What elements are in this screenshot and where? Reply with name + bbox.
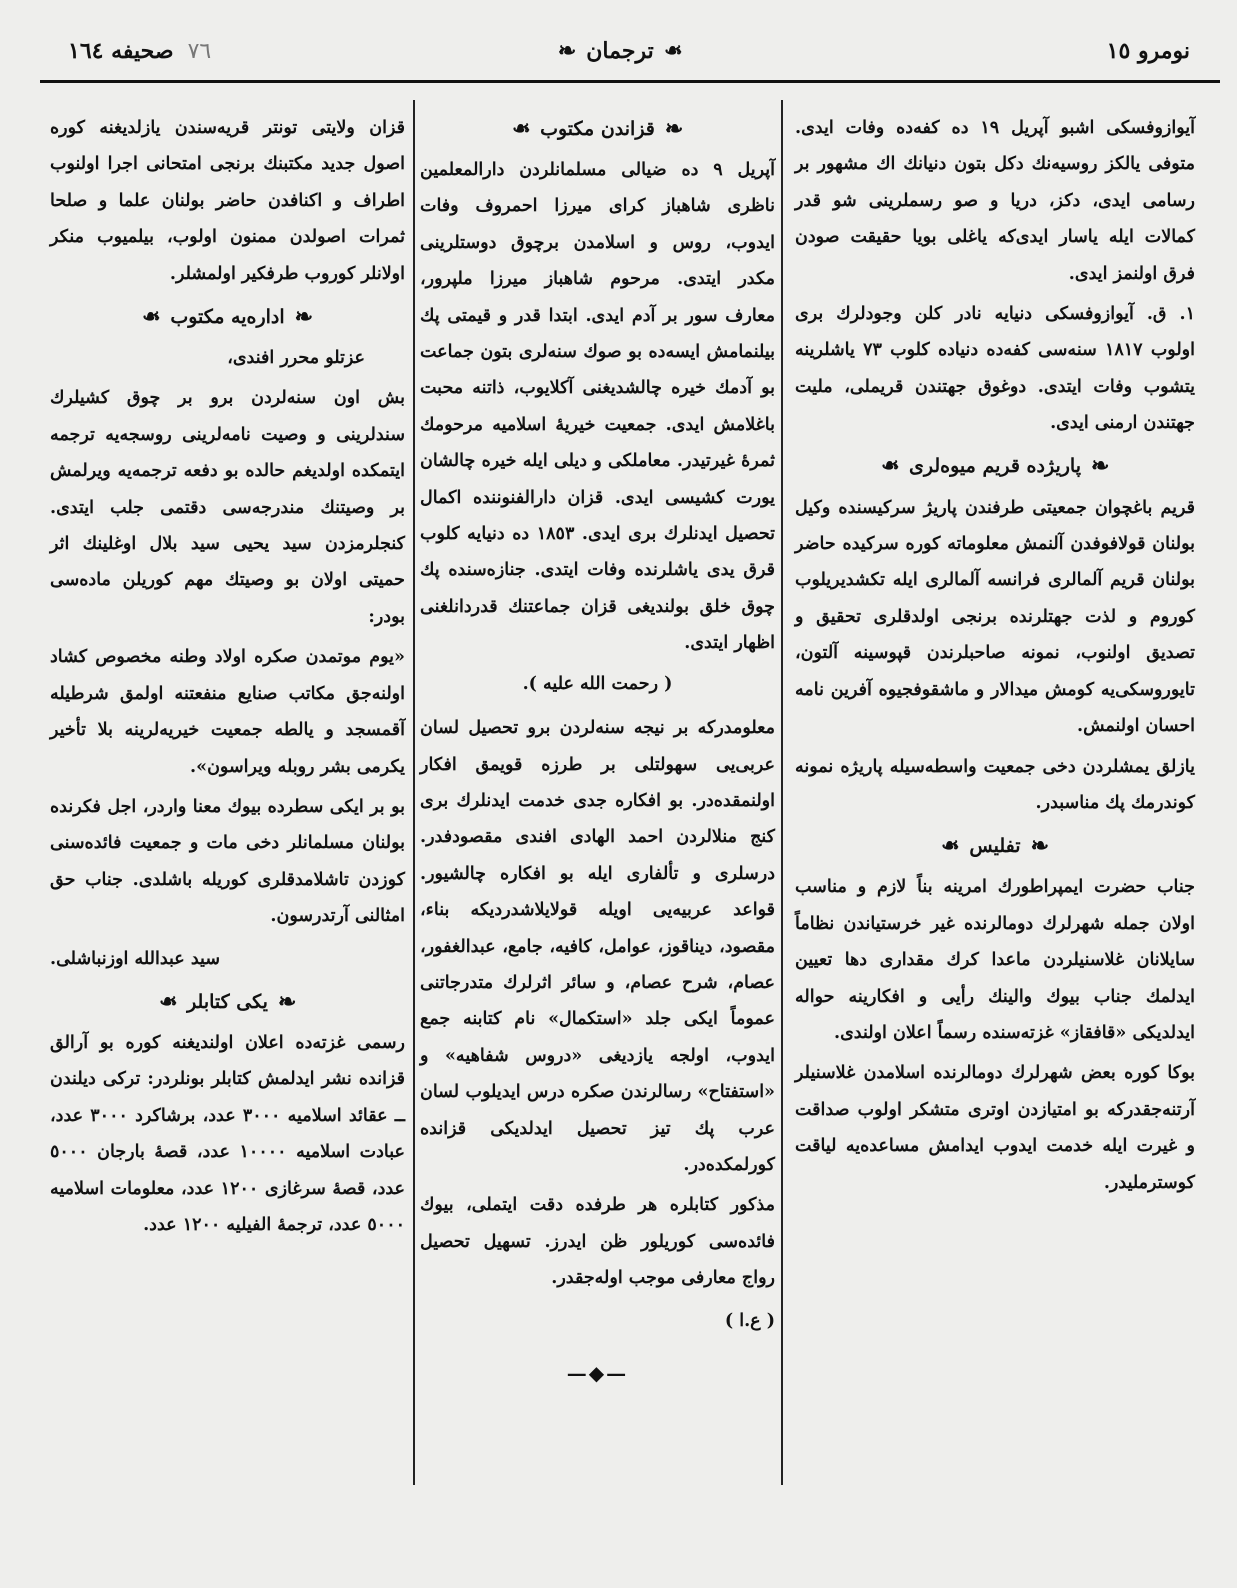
section-title: یکی کتابلر (187, 990, 268, 1013)
article-paragraph: معلومدرکه بر نیجه سنه‌لردن برو تحصیل لسان عربی‌یی سهولتلی بر طرزه قویمق افکار اولنمقده‌در. بو افکاره جدی خدمت ایدنلرك بری کنج منلالردن احمد الهادی افندی مقصودفدر. درسلری و تألفاری ایله بو افکاره چالشیور. قواعد عربیه‌یی اویله قولایلاشدردیکه بناء، مقصود، دیناقوز، عوامل، کافیه، جامع، عبدالغفور، عصام، شرح عصام، و سائر اثرلرك متدرجاتنی عموماً ایکی جلد «استکمال» نام کتابنه جمع ایدوب، اولجه یازدیغی «دروس شفاهیه» و «استفتاح» رسالرندن صکره درس ایدیلوب لسان عرب پك تیز تحصیل ایدلدیکی قزانده کورلمکده‌در. (420, 718, 775, 1175)
ornament-icon: ❧ (880, 453, 899, 480)
page-number (68, 38, 211, 64)
issue-number: نومرو ١٥ (1106, 38, 1190, 64)
section-title: تفلیس (969, 835, 1021, 858)
article-paragraph: آیوازوفسکی اشبو آپریل ١٩ ده کفه‌ده وفات ایدی. متوفی یالکز روسیه‌نك دکل بتون دنیانك اك مشهور بر رسامی ایدی، دکز، دریا و صو رسملرینی شو قدر کمالات ایله یاسار ایدی‌که یاغلی بویا حقیقت صودن فرق اولنمز ایدی. (795, 118, 1195, 284)
article-paragraph: قریم باغچوان جمعیتی طرفندن پاریژ سرکیسنده وکیل بولنان قولافوفدن آلنمش معلوماته کوره سرکیده حاضر بولنان قریم آلمالری فرانسه آلمالری ایله تکشدیریلوب کوروم و لذت جهتلرنده برنجی اولدقلری تحقیق و تصدیق اولنوب، نمونه صاحبلرندن قپوسینه آلتون، تایوروسکی‌یه کومش میدالار و ماشقوفجیوه آفرین نامه احسان اولنمش. (795, 497, 1195, 737)
section-heading (50, 298, 405, 336)
page-header (40, 38, 1200, 72)
article-paragraph: مذکور کتابلره هر طرفده دقت ایتملی، بیوك فائده‌سی کوریلور ظن ایدرز. تسهیل تحصیل رواج معارفی موجب اوله‌جقدر. (420, 1195, 775, 1289)
article-paragraph: رسمی غزته‌ده اعلان اولندیغنه کوره بو آرالق قزانده نشر ایدلمش کتابلر بونلردر: ترکی دیلندن ــ عقائد اسلامیه ٣٠٠٠ عدد، برشاکرد ٣٠٠٠ عدد، عبادت اسلامیه ١٠٠٠٠ عدد، قصهٔ بارجان ٥٠٠٠ عدد، قصهٔ سرغازی ١٢٠٠ عدد، معلومات اسلامیه ٥٠٠٠ عدد، ترجمهٔ الفیلیه ١٢٠٠ عدد. (50, 1032, 406, 1235)
newspaper-title: ترجمان (586, 38, 654, 64)
end-ornament-icon: —◆— (566, 1361, 629, 1385)
letter-greeting: عزتلو محرر افندی، (227, 348, 365, 369)
section-heading (795, 448, 1195, 486)
section-title: قزاندن مکتوب (540, 117, 655, 140)
column-divider (781, 100, 783, 1485)
letter-signature: سید عبدالله اوزنباشلی. (50, 948, 220, 969)
article-paragraph: بو بر ایکی سطرده بیوك معنا واردر، اجل فکرنده بولنان مسلمانلر دخی مات و جمعیت فائده‌سنی کوزدن تاشلامدقلری کوریله باشلدی. جناب حق امثالنی آرتدرسون. (50, 796, 405, 927)
ornament-icon: ❧ (940, 833, 960, 860)
article-paragraph: یازلق یمشلردن دخی جمعیت واسطه‌سیله پاریژه نمونه کوندرمك پك مناسبدر. (795, 756, 1195, 813)
column-divider (413, 100, 415, 1485)
ornament-icon: ❧ (141, 303, 161, 330)
middle-column (420, 110, 775, 1520)
article-paragraph: قزان ولایتی تونتر قریه‌سندن یازلدیغنه کوره اصول جدید مکتبنك برنجی امتحانی اجرا اولنوب اطراف و اکنافدن حاضر بولنان علما و صلحا ثمرات اصولدن ممنون اولوب، بیلمیوب منکر اولانلر کوروب طرفکیر اولمشلر. (50, 118, 405, 284)
right-column (795, 110, 1195, 1510)
section-heading (50, 983, 405, 1021)
page-number-faint: ٧٦ (187, 39, 212, 64)
ornament-icon: ❧ (511, 115, 531, 142)
left-column (50, 110, 405, 1510)
header-rule (40, 80, 1220, 83)
rahmat-line: ( رحمت الله علیه ). (522, 673, 673, 694)
ornament-icon: ❧ (1091, 453, 1110, 480)
section-heading (795, 827, 1195, 865)
article-paragraph: جناب حضرت ایمپراطورك امرینه بناً لازم و مناسب اولان جمله شهرلرك دومالرنده غیر خرستیاندن نظاماً سایلانان غلاسنیلردن ماعدا کرك مقداری دها تعیین ایدلمك جناب بیوك والینك رأیی و افکارینه حواله ایدلدیکی «قافقاز» غزته‌سنده رسماً اعلان اولندی. (795, 877, 1195, 1043)
ornament-icon: ❧ (664, 115, 684, 142)
section-title: اداره‌یه مکتوب (170, 305, 285, 328)
ornament-icon: ❧ (663, 38, 683, 64)
ornament-icon: ❧ (1030, 833, 1050, 860)
ornament-icon: ❧ (277, 988, 297, 1015)
masthead-title (40, 38, 1200, 64)
article-paragraph: بوکا کوره بعض شهرلرك دومالرنده اسلامدن غلاسنیلر آرتنه‌جقدرکه بو امتیازدن اوتری متشکر اولوب صداقت و غیرت ایله خدمت ایدوب ایدامش مساعده‌یه لیاقت کوسترملیدر. (795, 1063, 1195, 1193)
article-paragraph: ١. ق. آیوازوفسکی دنیایه نادر کلن وجودلرك بری اولوب ١٨١٧ سنه‌سی کفه‌ده دنیاده کلوب ٧٣ یاشلرینه یتشوب وفات ایتدی. دوغوق جهتندن قریملی، ملیت جهتندن ارمنی ایدی. (795, 304, 1195, 434)
article-paragraph: «یوم موتمدن صکره اولاد وطنه مخصوص کشاد اولنه‌جق مکاتب صنایع منفعتنه اولمق شرطیله آقمسجد و یالطه جمعیت خیریه‌لرینه بلا تأخیر یکرمی بشر روبله ویراسون». (50, 647, 405, 777)
article-signature: ( ع.ا ) (724, 1310, 775, 1331)
article-paragraph: آپریل ٩ ده ضیالی مسلمانلردن دارالمعلمین ناظری شاهباز کرای میرزا احمروف وفات ایدوب، روس و اسلامدن برچوق دوستلرینی مکدر ایتدی. مرحوم شاهباز میرزا ملپرور، معارف سور بر آدم ایدی. ابتدا قدر و قیمتی پك بیلنمامش ایسه‌ده بو صوك سنه‌لری بتون جماعت بو آدمك خیره چالشدیغنی آکلایوب، ذاتنه محبت باغلامش ایدی. جمعیت خیریهٔ اسلامیه مرحومك ثمرهٔ غیرتیدر. معاملکی و دیلی ایله خیره چالشان یورت کشیسی ایدی. قزان دارالفنوننده اکمال تحصیل ایدنلرك بری ایدی. ١٨٥٣ ده دنیایه کلوب قرق یدی یاشلرنده وفات ایتدی. جنازه‌سنده پك چوق خلق بولندیغی قزان جماعتنك قدردانلغنی اظهار ایتدی. (420, 160, 775, 654)
section-heading (420, 110, 775, 148)
article-paragraph: بش اون سنه‌لردن برو بر چوق کشیلرك سندلرینی و وصیت نامه‌لرینی روسجه‌یه ترجمه ایتمکده اولدیغم حالده بو دفعه ترجمه‌یه ویرلمش بر وصیتنك مندرجه‌سی دقتمی جلب ایتدی. کنجلرمزدن سید یحیی سید بلال اوغلینك اثر حمیتی اولان بو وصیتك مهم کوریلن ماده‌سی بودر: (50, 388, 405, 627)
page-number-label: صحیفه ١٦٤ (68, 38, 174, 64)
section-title: پاریژده قریم میوه‌لری (909, 455, 1081, 478)
ornament-icon: ❧ (158, 988, 178, 1015)
ornament-icon: ❧ (557, 38, 577, 64)
ornament-icon: ❧ (294, 303, 314, 330)
